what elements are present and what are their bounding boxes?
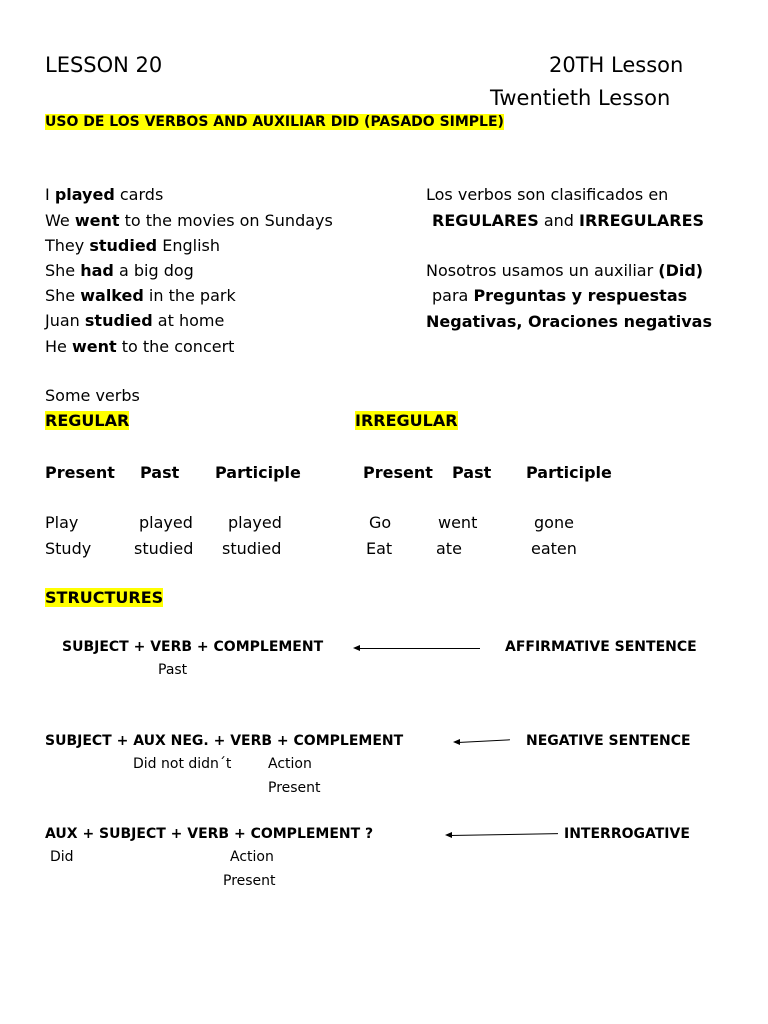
affirmative-note: Past	[158, 662, 188, 678]
structures-heading: STRUCTURES	[45, 588, 164, 607]
arrow-line	[358, 648, 480, 649]
verb-present: Eat	[366, 539, 393, 558]
lesson-subtitle: Twentieth Lesson	[490, 86, 671, 110]
example-sentence: We went to the movies on Sundays	[45, 211, 333, 230]
example-sentence: She had a big dog	[45, 261, 194, 280]
lesson-title: LESSON 20	[45, 53, 163, 77]
verb-past: went	[438, 513, 478, 532]
example-verb: played	[54, 185, 115, 204]
negative-label: NEGATIVE SENTENCE	[526, 733, 691, 749]
example-verb: went	[71, 337, 117, 356]
verb-present: Study	[45, 539, 92, 558]
example-verb: had	[80, 261, 114, 280]
verb-present: Go	[369, 513, 392, 532]
arrow-line	[450, 833, 558, 836]
example-verb: went	[74, 211, 120, 230]
topic-text: USO DE LOS VERBOS AND AUXILIAR DID (PASADO SIMPLE)	[45, 114, 504, 130]
topic-banner	[45, 114, 504, 130]
col-participle: Participle	[526, 463, 612, 482]
interrogative-note: Present	[223, 873, 276, 889]
col-past: Past	[452, 463, 492, 482]
verb-participle: studied	[222, 539, 282, 558]
verb-present: Play	[45, 513, 79, 532]
negative-note: Did not didn´t	[133, 756, 232, 772]
note-line: para Preguntas y respuestas	[432, 286, 688, 305]
example-sentence: She walked in the park	[45, 286, 236, 305]
interrogative-label: INTERROGATIVE	[564, 826, 690, 842]
negative-formula: SUBJECT + AUX NEG. + VERB + COMPLEMENT	[45, 733, 404, 749]
example-sentence: He went to the concert	[45, 337, 235, 356]
note-line: Negativas, Oraciones negativas	[426, 312, 712, 331]
verb-past: ate	[436, 539, 462, 558]
negative-note: Present	[268, 780, 321, 796]
affirmative-formula: SUBJECT + VERB + COMPLEMENT	[62, 639, 324, 655]
irregular-heading: IRREGULAR	[355, 411, 458, 430]
interrogative-formula: AUX + SUBJECT + VERB + COMPLEMENT ?	[45, 826, 374, 842]
verbs-intro: Some verbs	[45, 386, 140, 405]
interrogative-note: Action	[230, 849, 274, 865]
col-present: Present	[363, 463, 433, 482]
negative-note: Action	[268, 756, 312, 772]
verb-participle: gone	[534, 513, 574, 532]
example-sentence: Juan studied at home	[45, 311, 225, 330]
interrogative-note: Did	[50, 849, 74, 865]
note-line: Nosotros usamos un auxiliar (Did)	[426, 261, 704, 280]
lesson-number: 20TH Lesson	[549, 53, 684, 77]
note-line: Los verbos son clasificados en	[426, 185, 669, 204]
affirmative-label: AFFIRMATIVE SENTENCE	[505, 639, 697, 655]
example-verb: walked	[80, 286, 144, 305]
verb-participle: played	[228, 513, 282, 532]
example-verb: studied	[89, 236, 158, 255]
example-sentence: I played cards	[45, 185, 164, 204]
col-present: Present	[45, 463, 115, 482]
verb-past: played	[139, 513, 193, 532]
example-sentence: They studied English	[45, 236, 220, 255]
verb-participle: eaten	[531, 539, 577, 558]
example-verb: studied	[84, 311, 153, 330]
note-line: REGULARES and IRREGULARES	[432, 211, 705, 230]
col-past: Past	[140, 463, 180, 482]
arrow-line	[458, 739, 510, 743]
verb-past: studied	[134, 539, 194, 558]
regular-heading: REGULAR	[45, 411, 130, 430]
col-participle: Participle	[215, 463, 301, 482]
